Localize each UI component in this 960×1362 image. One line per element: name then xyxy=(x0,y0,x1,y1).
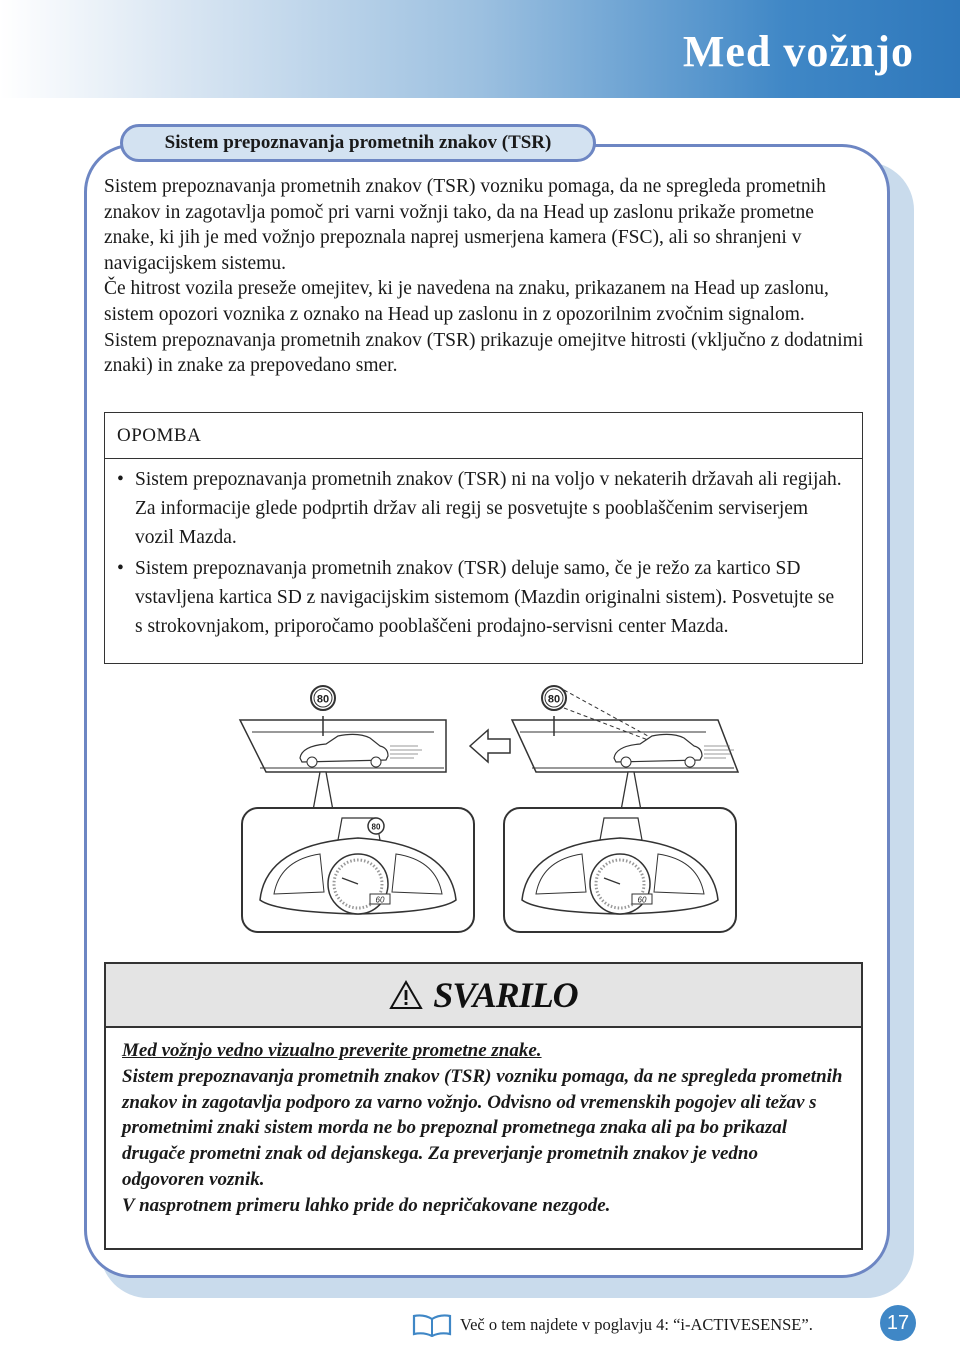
note-item-text: Sistem prepoznavanja prometnih znakov (TSR) deluje samo, če je režo za kartico SD vstavljena kartica SD z navigacijskim sistemom (Mazdin originalni sistem). Posvetujte se s strokovnjakom, priporočamo pooblaščeni prodajno-servisni center Mazda. xyxy=(135,558,835,637)
note-title: OPOMBA xyxy=(105,413,862,459)
tsr-diagram xyxy=(230,676,750,938)
intro-paragraph: Sistem prepoznavanja prometnih znakov (TSR) vozniku pomaga, da ne spregleda prometnih znakov in zagotavlja pomoč pri varni vožnji tako, da na Head up zaslonu prikaže prometne znake, ki jih je med vožnjo prepoznala naprej usmerjena kamera (FSC), ali so shranjeni v navigacijskem sistemu. xyxy=(104,176,826,274)
note-box xyxy=(104,412,863,664)
speed-sign-icon xyxy=(542,686,566,710)
warning-underlined: Med vožnjo vedno vizualno preverite prometne znake. xyxy=(122,1040,542,1061)
chapter-reference[interactable] xyxy=(412,1312,813,1338)
warning-paragraph: V nasprotnem primeru lahko pride do nepričakovane nezgode. xyxy=(122,1194,611,1216)
note-item: • Sistem prepoznavanja prometnih znakov (TSR) deluje samo, če je režo za kartico SD vstavljena kartica SD z navigacijskim sistemom (Mazdin originalni sistem). Posvetujte se s strokovnjakom, priporočamo pooblaščeni prodajno-servisni center Mazda. xyxy=(117,558,835,637)
warning-body xyxy=(106,1028,861,1219)
speed-sign-icon xyxy=(311,686,335,710)
tsr-illustration xyxy=(230,676,750,938)
chapter-reference-text: Več o tem najdete v poglavju 4: “i-ACTIVESENSE”. xyxy=(460,1315,813,1334)
left-road-scene xyxy=(240,686,446,816)
left-instrument-cluster xyxy=(242,808,474,932)
intro-text xyxy=(104,174,868,379)
sign-value: 80 xyxy=(316,693,330,706)
speed-display: 60 xyxy=(375,895,385,905)
page-number: 17 xyxy=(880,1305,916,1341)
warning-paragraph: Sistem prepoznavanja prometnih znakov (TSR) vozniku pomaga, da ne spregleda prometnih znakov in zagotavlja podporo za varno vožnjo. Odvisno od vremenskih pogojev ali težav s prometnimi znaki sistem morda ne bo prepoznal prometnega znaka ali pa bo prikazal drugače prometni znak od dejanskega. Za preverjanje prometnih znakov je vedno odgovoren voznik. xyxy=(122,1065,843,1190)
section-title: Sistem prepoznavanja prometnih znakov (TSR) xyxy=(120,124,596,162)
note-item-text: Sistem prepoznavanja prometnih znakov (TSR) ni na voljo v nekaterih državah ali regijah. Za informacije glede podprtih držav ali regij se posvetujte s pooblaščenim serviserjem vozil Mazda. xyxy=(135,469,842,548)
right-instrument-cluster xyxy=(504,808,736,932)
note-list xyxy=(105,459,862,641)
warning-box xyxy=(104,962,863,1250)
intro-paragraph: Če hitrost vozila preseže omejitev, ki je navedena na znaku, prikazanem na Head up zaslonu, sistem opozori voznika z oznako na Head up zaslonu in z opozorilnim zvočnim signalom. xyxy=(104,278,829,325)
warning-header xyxy=(106,964,861,1028)
warning-triangle-icon xyxy=(389,980,423,1010)
right-road-scene xyxy=(512,686,738,816)
speed-display: 60 xyxy=(637,895,647,905)
arrow-left-icon xyxy=(470,730,510,762)
sign-value: 80 xyxy=(547,693,561,706)
book-icon xyxy=(412,1313,452,1337)
note-item: • Sistem prepoznavanja prometnih znakov (TSR) ni na voljo v nekaterih državah ali regijah. Za informacije glede podprtih držav ali regij se posvetujte s pooblaščenim serviserjem vozil Mazda. xyxy=(117,469,842,548)
hud-sign-value: 80 xyxy=(371,822,381,832)
intro-paragraph: Sistem prepoznavanja prometnih znakov (TSR) prikazuje omejitve hitrosti (vključno z dodatnimi znaki) in znake za prepovedano smer. xyxy=(104,329,864,377)
page-title: Med vožnjo xyxy=(682,27,914,76)
warning-title: SVARILO xyxy=(433,975,578,1015)
